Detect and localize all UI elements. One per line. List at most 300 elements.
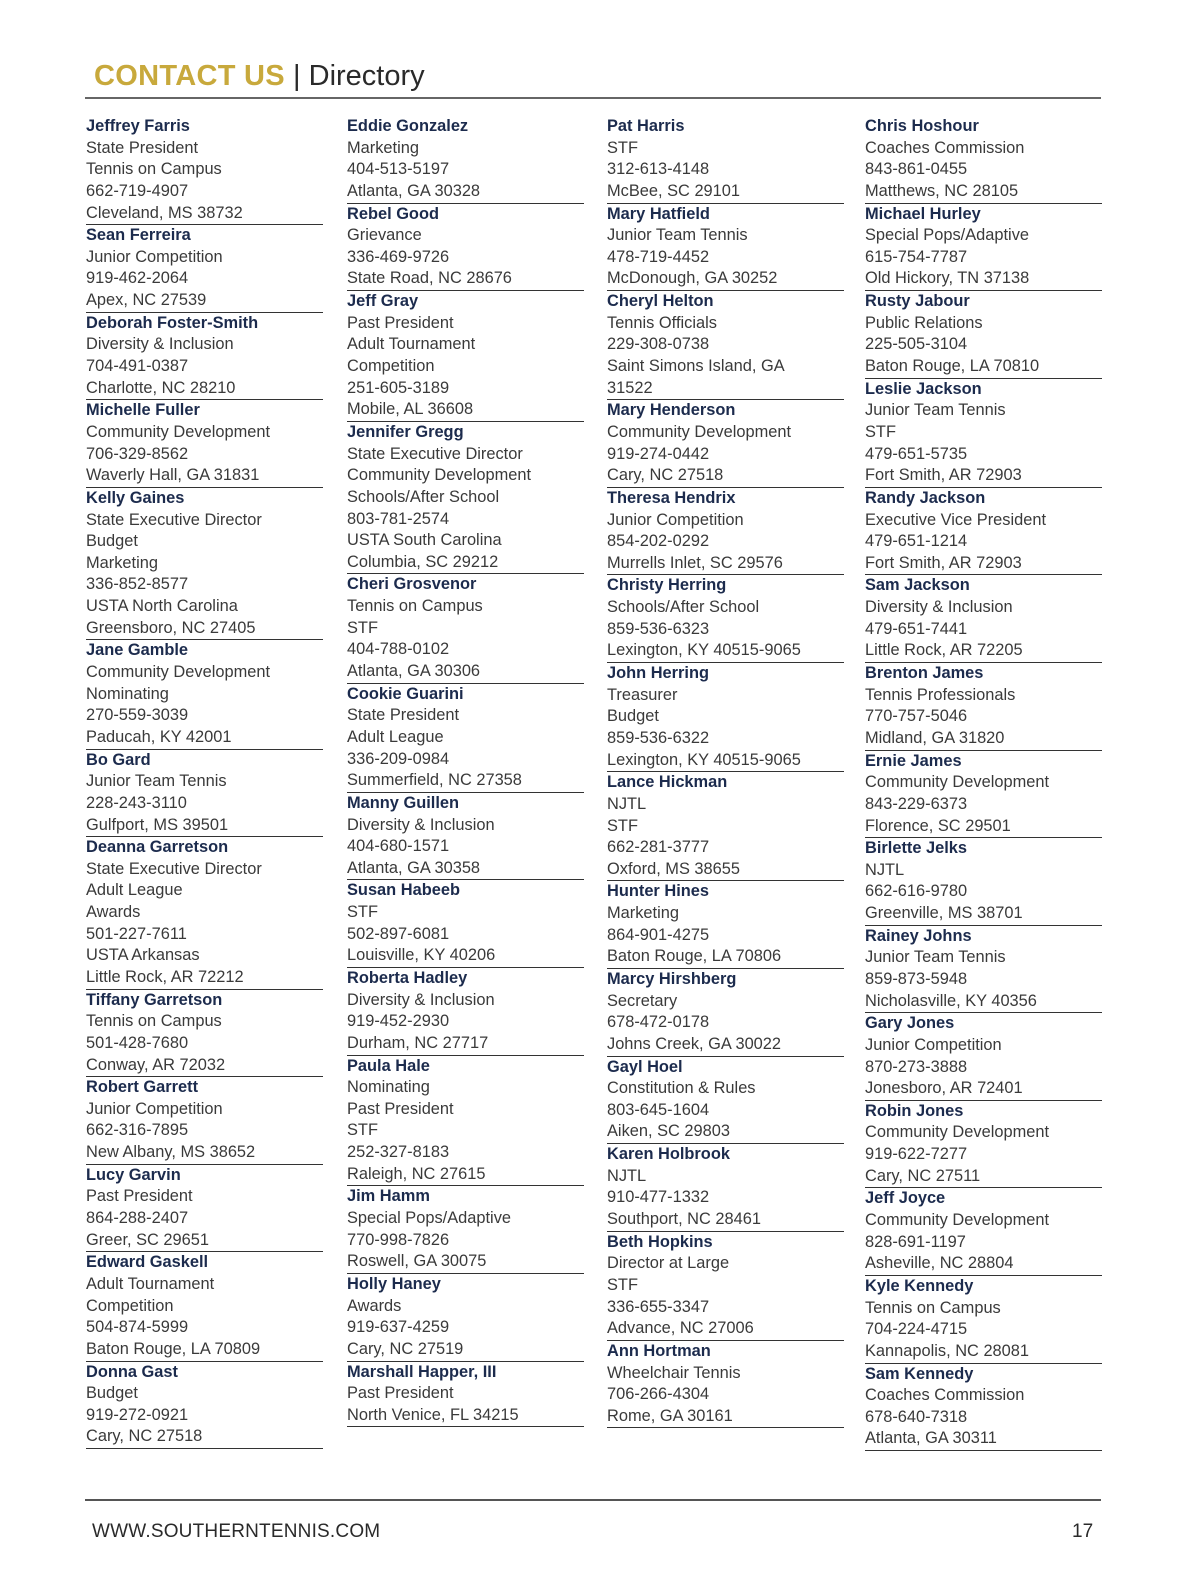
contact-entry [347, 684, 584, 793]
contact-detail: 336-852-8577 [86, 575, 189, 594]
contact-detail: STF [347, 618, 378, 637]
contact-detail: Cary, NC 27519 [347, 1339, 464, 1358]
contact-detail: Atlanta, GA 30328 [347, 181, 481, 200]
contact-detail: Aiken, SC 29803 [607, 1122, 731, 1141]
contact-detail: Atlanta, GA 30311 [865, 1429, 997, 1448]
contact-entry [865, 379, 1102, 488]
contact-detail: Baton Rouge, LA 70806 [607, 947, 782, 966]
contact-entry [607, 1232, 844, 1341]
contact-name: Gary Jones [865, 1014, 955, 1033]
contact-detail: Diversity & Inclusion [86, 335, 234, 354]
contact-entry [347, 793, 584, 881]
contact-entry [86, 313, 323, 401]
contact-detail: Rome, GA 30161 [607, 1406, 733, 1425]
contact-name: Robin Jones [865, 1101, 964, 1120]
contact-detail: Cary, NC 27511 [865, 1166, 981, 1185]
contact-name: Edward Gaskell [86, 1253, 209, 1272]
contact-detail: Waverly Hall, GA 31831 [86, 466, 260, 485]
contact-detail: 919-462-2064 [86, 269, 189, 288]
contact-detail: Advance, NC 27006 [607, 1319, 754, 1338]
contact-detail: Marketing [607, 904, 679, 923]
contact-detail: 662-281-3777 [607, 838, 710, 857]
contact-name: Kelly Gaines [86, 488, 185, 507]
contact-detail: 843-229-6373 [865, 794, 968, 813]
contact-detail: Old Hickory, TN 37138 [865, 269, 1030, 288]
contact-detail: Apex, NC 27539 [86, 291, 207, 310]
contact-detail: 336-209-0984 [347, 749, 450, 768]
contact-detail: Coaches Commission [865, 1386, 1025, 1405]
contact-detail: 919-272-0921 [86, 1405, 189, 1424]
contact-entry [607, 969, 844, 1057]
contact-detail: Lexington, KY 40515-9065 [607, 641, 801, 660]
footer-divider [85, 1499, 1101, 1501]
contact-entry [607, 1341, 844, 1429]
contact-name: Sam Kennedy [865, 1364, 974, 1383]
contact-name: Robert Garrett [86, 1078, 199, 1097]
contact-detail: Columbia, SC 29212 [347, 552, 499, 571]
contact-detail: Kannapolis, NC 28081 [865, 1341, 1030, 1360]
contact-detail: Diversity & Inclusion [865, 598, 1013, 617]
contact-detail: 662-316-7895 [86, 1121, 189, 1140]
footer-website-url: WWW.SOUTHERNTENNIS.COM [92, 1521, 381, 1542]
contact-entry [347, 968, 584, 1056]
contact-detail: USTA North Carolina [86, 597, 238, 616]
contact-detail: Roswell, GA 30075 [347, 1252, 487, 1271]
contact-name: Sam Jackson [865, 576, 970, 595]
contact-detail: 706-329-8562 [86, 444, 189, 463]
contact-name: Lucy Garvin [86, 1165, 181, 1184]
contact-name: Jane Gamble [86, 641, 189, 660]
contact-detail: Gulfport, MS 39501 [86, 815, 229, 834]
contact-name: Pat Harris [607, 117, 685, 135]
contact-name: Cheryl Helton [607, 292, 714, 311]
contact-entry [86, 1165, 323, 1253]
contact-entry [86, 750, 323, 838]
contact-detail: 478-719-4452 [607, 247, 710, 266]
contact-entry [607, 204, 844, 292]
contact-entry [865, 1013, 1102, 1101]
contact-name: Susan Habeeb [347, 881, 460, 900]
contact-name: Holly Haney [347, 1274, 441, 1293]
contact-entry [347, 291, 584, 422]
contact-detail: STF [607, 816, 638, 835]
contact-name: Tiffany Garretson [86, 990, 223, 1009]
contact-detail: 615-754-7787 [865, 247, 968, 266]
page-title [94, 56, 425, 96]
contact-detail: 678-472-0178 [607, 1013, 710, 1032]
contact-entry [347, 1056, 584, 1187]
contact-detail: Executive Vice President [865, 510, 1047, 529]
contact-detail: Nominating [347, 1078, 430, 1097]
contact-detail: 919-274-0442 [607, 444, 710, 463]
contact-name: Hunter Hines [607, 882, 710, 901]
contact-detail: 270-559-3039 [86, 706, 189, 725]
contact-detail: Lexington, KY 40515-9065 [607, 750, 801, 769]
contact-name: Rainey Johns [865, 926, 972, 945]
contact-name: Cookie Guarini [347, 684, 464, 703]
contact-detail: Community Development [86, 663, 271, 682]
contact-detail: Greensboro, NC 27405 [86, 618, 256, 637]
contact-detail: Junior Competition [607, 510, 744, 529]
title-separator: | [293, 60, 301, 92]
contact-detail: 251-605-3189 [347, 378, 450, 397]
contact-detail: NJTL [607, 1166, 647, 1185]
contact-detail: Baton Rouge, LA 70810 [865, 357, 1040, 376]
contact-name: Ernie James [865, 751, 962, 770]
contact-name: Chris Hoshour [865, 117, 979, 135]
contact-detail: Matthews, NC 28105 [865, 181, 1019, 200]
contact-detail: Junior Competition [865, 1035, 1002, 1054]
contact-entry [865, 1101, 1102, 1189]
contact-name: Mary Hatfield [607, 204, 710, 223]
contact-detail: 828-691-1197 [865, 1232, 966, 1251]
contact-detail: Grievance [347, 226, 422, 245]
contact-name: Marcy Hirshberg [607, 969, 737, 988]
contact-name: Kyle Kennedy [865, 1276, 974, 1295]
contact-detail: Schools/After School [607, 598, 760, 617]
contact-detail: Coaches Commission [865, 138, 1025, 157]
contact-detail: 229-308-0738 [607, 335, 710, 354]
contact-entry [86, 225, 323, 313]
contact-detail: 31522 [607, 378, 653, 397]
contact-entry [865, 926, 1102, 1014]
contact-detail: 704-491-0387 [86, 357, 189, 376]
contact-detail: Budget [86, 532, 138, 551]
contact-entry [86, 116, 323, 225]
contact-detail: Adult League [347, 727, 444, 746]
contact-detail: Past President [86, 1187, 193, 1206]
contact-detail: Cary, NC 27518 [607, 466, 724, 485]
contact-detail: Special Pops/Adaptive [865, 226, 1030, 245]
contact-entry [86, 1252, 323, 1361]
contact-detail: Junior Team Tennis [865, 401, 1006, 420]
contact-detail: 706-266-4304 [607, 1385, 710, 1404]
contact-entry [607, 772, 844, 881]
contact-entry [865, 1276, 1102, 1364]
contact-detail: 225-505-3104 [865, 335, 968, 354]
contact-detail: North Venice, FL 34215 [347, 1405, 519, 1424]
contact-detail: Adult League [86, 881, 183, 900]
contact-detail: USTA South Carolina [347, 531, 502, 550]
contact-name: Roberta Hadley [347, 968, 468, 987]
contact-detail: 662-719-4907 [86, 181, 189, 200]
contact-detail: Nicholasville, KY 40356 [865, 991, 1037, 1010]
contact-name: Jeff Joyce [865, 1189, 946, 1208]
contact-name: Donna Gast [86, 1362, 178, 1381]
contact-detail: Community Development [865, 1211, 1050, 1230]
contact-detail: Secretary [607, 991, 678, 1010]
contact-detail: 228-243-3110 [86, 793, 187, 812]
contact-detail: 870-273-3888 [865, 1057, 968, 1076]
contact-detail: Competition [86, 1296, 174, 1315]
contact-detail: Public Relations [865, 313, 983, 332]
contact-detail: Junior Competition [86, 247, 223, 266]
contact-detail: Community Development [86, 422, 271, 441]
contact-detail: 859-536-6322 [607, 728, 710, 747]
contact-detail: Jonesboro, AR 72401 [865, 1079, 1023, 1098]
title-highlight: CONTACT US [94, 60, 285, 92]
contact-detail: Community Development [607, 422, 792, 441]
contact-detail: NJTL [865, 860, 905, 879]
contact-detail: Junior Competition [86, 1099, 223, 1118]
contact-detail: STF [607, 138, 638, 157]
contact-entry [347, 204, 584, 292]
contact-detail: Johns Creek, GA 30022 [607, 1034, 782, 1053]
contact-detail: Junior Team Tennis [607, 226, 748, 245]
contact-detail: Wheelchair Tennis [607, 1363, 741, 1382]
contact-detail: Awards [347, 1296, 402, 1315]
contact-detail: 504-874-5999 [86, 1318, 189, 1337]
contact-name: Jim Hamm [347, 1187, 430, 1206]
contact-detail: 864-901-4275 [607, 925, 710, 944]
contact-detail: Diversity & Inclusion [347, 815, 495, 834]
contact-entry [347, 116, 584, 204]
contact-detail: State Road, NC 28676 [347, 269, 512, 288]
contact-detail: Atlanta, GA 30358 [347, 858, 481, 877]
contact-detail: Saint Simons Island, GA [607, 357, 785, 376]
contact-detail: 404-513-5197 [347, 160, 450, 179]
contact-detail: 859-873-5948 [865, 969, 968, 988]
contact-detail: Charlotte, NC 28210 [86, 378, 236, 397]
contact-detail: Summerfield, NC 27358 [347, 771, 522, 790]
contact-entry [865, 291, 1102, 379]
contact-entry [607, 1057, 844, 1145]
title-subtitle: Directory [308, 60, 425, 92]
contact-name: Gayl Hoel [607, 1057, 683, 1076]
contact-entry [86, 1362, 323, 1450]
contact-entry [607, 1144, 844, 1232]
contact-detail: Florence, SC 29501 [865, 816, 1011, 835]
contact-name: Sean Ferreira [86, 226, 191, 245]
contact-detail: 803-645-1604 [607, 1100, 710, 1119]
contact-detail: 854-202-0292 [607, 532, 710, 551]
contact-detail: Budget [86, 1384, 138, 1403]
contact-name: Lance Hickman [607, 773, 728, 792]
contact-detail: Oxford, MS 38655 [607, 859, 741, 878]
contact-detail: Director at Large [607, 1254, 730, 1273]
contact-detail: Past President [347, 1099, 454, 1118]
contact-detail: State President [86, 138, 199, 157]
contact-detail: Cary, NC 27518 [86, 1427, 203, 1446]
contact-entry [607, 881, 844, 969]
contact-detail: Community Development [865, 1123, 1050, 1142]
contact-detail: 501-227-7611 [86, 924, 187, 943]
contact-detail: Competition [347, 357, 435, 376]
contact-entry [607, 291, 844, 400]
contact-name: Deborah Foster-Smith [86, 313, 259, 332]
contact-detail: 864-288-2407 [86, 1209, 189, 1228]
contact-detail: New Albany, MS 38652 [86, 1143, 256, 1162]
contact-detail: 859-536-6323 [607, 619, 710, 638]
contact-detail: Tennis Officials [607, 313, 717, 332]
contact-entry [347, 1362, 584, 1428]
contact-detail: 404-788-0102 [347, 640, 450, 659]
contact-detail: Adult Tournament [86, 1274, 215, 1293]
contact-detail: Fort Smith, AR 72903 [865, 466, 1022, 485]
contact-entry [607, 575, 844, 663]
contact-name: Michael Hurley [865, 204, 981, 223]
directory-column-1 [86, 116, 323, 1449]
contact-entry [607, 488, 844, 576]
contact-detail: 312-613-4148 [607, 160, 710, 179]
contact-entry [86, 1077, 323, 1165]
contact-name: Rebel Good [347, 204, 439, 223]
contact-detail: Baton Rouge, LA 70809 [86, 1339, 261, 1358]
contact-detail: 770-757-5046 [865, 707, 968, 726]
contact-detail: 501-428-7680 [86, 1033, 189, 1052]
contact-detail: Nominating [86, 684, 169, 703]
contact-entry [607, 116, 844, 204]
contact-detail: 404-680-1571 [347, 837, 450, 856]
contact-detail: Murrells Inlet, SC 29576 [607, 553, 783, 572]
contact-entry [865, 575, 1102, 663]
contact-detail: Tennis Professionals [865, 685, 1016, 704]
contact-detail: STF [347, 1121, 378, 1140]
contact-name: Michelle Fuller [86, 401, 200, 420]
contact-name: Ann Hortman [607, 1341, 711, 1360]
contact-detail: STF [607, 1275, 638, 1294]
contact-name: Theresa Hendrix [607, 488, 736, 507]
contact-detail: Raleigh, NC 27615 [347, 1164, 486, 1183]
contact-name: Randy Jackson [865, 488, 986, 507]
contact-entry [865, 204, 1102, 292]
contact-detail: Atlanta, GA 30306 [347, 662, 481, 681]
contact-detail: Junior Team Tennis [865, 948, 1006, 967]
contact-entry [865, 751, 1102, 839]
contact-entry [347, 422, 584, 574]
contact-detail: Awards [86, 903, 141, 922]
contact-detail: NJTL [607, 794, 647, 813]
contact-entry [865, 663, 1102, 751]
contact-name: Brenton James [865, 664, 984, 683]
contact-entry [86, 640, 323, 749]
contact-detail: 336-469-9726 [347, 247, 450, 266]
contact-detail: STF [865, 422, 896, 441]
contact-detail: Special Pops/Adaptive [347, 1209, 512, 1228]
contact-name: Rusty Jabour [865, 292, 970, 311]
contact-entry [607, 663, 844, 772]
contact-detail: Marketing [86, 553, 158, 572]
contact-detail: 919-622-7277 [865, 1145, 968, 1164]
page-number: 17 [1072, 1521, 1094, 1542]
contact-detail: Greenville, MS 38701 [865, 904, 1023, 923]
contact-entry [865, 116, 1102, 204]
contact-detail: Midland, GA 31820 [865, 728, 1005, 747]
contact-detail: Cleveland, MS 38732 [86, 203, 243, 222]
contact-detail: Constitution & Rules [607, 1079, 756, 1098]
contact-detail: Asheville, NC 28804 [865, 1254, 1014, 1273]
directory-column-2 [347, 116, 584, 1427]
contact-name: Bo Gard [86, 750, 151, 769]
contact-detail: Tennis on Campus [347, 597, 483, 616]
contact-detail: McDonough, GA 30252 [607, 269, 778, 288]
contact-detail: 843-861-0455 [865, 160, 968, 179]
contact-detail: 910-477-1332 [607, 1188, 710, 1207]
contact-detail: McBee, SC 29101 [607, 181, 741, 200]
contact-detail: Tennis on Campus [86, 160, 222, 179]
contact-detail: 336-655-3347 [607, 1297, 710, 1316]
contact-entry [865, 838, 1102, 926]
contact-name: Manny Guillen [347, 793, 460, 812]
contact-entry [86, 488, 323, 640]
contact-name: Paula Hale [347, 1056, 430, 1075]
contact-detail: 919-452-2930 [347, 1012, 450, 1031]
contact-entry [347, 1274, 584, 1362]
contact-detail: 770-998-7826 [347, 1230, 450, 1249]
contact-entry [865, 1188, 1102, 1276]
contact-detail: Tennis on Campus [86, 1012, 222, 1031]
contact-detail: Past President [347, 1384, 454, 1403]
contact-name: Eddie Gonzalez [347, 117, 469, 135]
contact-name: Mary Henderson [607, 401, 736, 420]
contact-name: Jeffrey Farris [86, 117, 190, 135]
contact-name: Jeff Gray [347, 292, 419, 311]
contact-name: Beth Hopkins [607, 1232, 713, 1251]
contact-detail: State Executive Director [86, 510, 262, 529]
contact-detail: 502-897-6081 [347, 924, 450, 943]
contact-detail: Junior Team Tennis [86, 772, 227, 791]
contact-detail: Treasurer [607, 685, 678, 704]
contact-detail: State Executive Director [347, 444, 523, 463]
contact-detail: 479-651-7441 [865, 619, 968, 638]
contact-detail: Marketing [347, 138, 419, 157]
contact-entry [347, 574, 584, 683]
contact-detail: Louisville, KY 40206 [347, 946, 496, 965]
contact-detail: Tennis on Campus [865, 1298, 1001, 1317]
contact-detail: 919-637-4259 [347, 1318, 450, 1337]
contact-detail: Community Development [865, 773, 1050, 792]
contact-name: Jennifer Gregg [347, 422, 464, 441]
contact-entry [86, 400, 323, 488]
contact-entry [865, 488, 1102, 576]
contact-detail: Past President [347, 313, 454, 332]
contact-entry [86, 837, 323, 989]
contact-detail: Southport, NC 28461 [607, 1210, 761, 1229]
contact-detail: Paducah, KY 42001 [86, 727, 232, 746]
directory-column-3 [607, 116, 844, 1428]
contact-detail: USTA Arkansas [86, 946, 200, 965]
contact-detail: State President [347, 706, 460, 725]
contact-detail: 479-651-5735 [865, 444, 968, 463]
contact-detail: 704-224-4715 [865, 1320, 968, 1339]
contact-detail: Schools/After School [347, 487, 500, 506]
contact-detail: Little Rock, AR 72205 [865, 641, 1023, 660]
contact-name: Deanna Garretson [86, 838, 229, 857]
contact-detail: Budget [607, 707, 659, 726]
header-divider [85, 97, 1101, 99]
contact-detail: Diversity & Inclusion [347, 990, 495, 1009]
contact-detail: State Executive Director [86, 859, 262, 878]
contact-entry [865, 1364, 1102, 1452]
contact-detail: 678-640-7318 [865, 1407, 968, 1426]
contact-name: Cheri Grosvenor [347, 575, 477, 594]
contact-name: Birlette Jelks [865, 839, 968, 858]
contact-detail: 479-651-1214 [865, 532, 968, 551]
contact-detail: 803-781-2574 [347, 509, 450, 528]
contact-detail: Adult Tournament [347, 335, 476, 354]
contact-entry [607, 400, 844, 488]
contact-name: Marshall Happer, III [347, 1362, 497, 1381]
contact-entry [347, 880, 584, 968]
contact-detail: Community Development [347, 466, 532, 485]
contact-name: Leslie Jackson [865, 379, 982, 398]
contact-detail: Greer, SC 29651 [86, 1230, 210, 1249]
contact-entry [86, 990, 323, 1078]
contact-name: John Herring [607, 664, 709, 683]
contact-detail: Mobile, AL 36608 [347, 400, 474, 419]
contact-name: Karen Holbrook [607, 1145, 730, 1164]
contact-entry [347, 1186, 584, 1274]
